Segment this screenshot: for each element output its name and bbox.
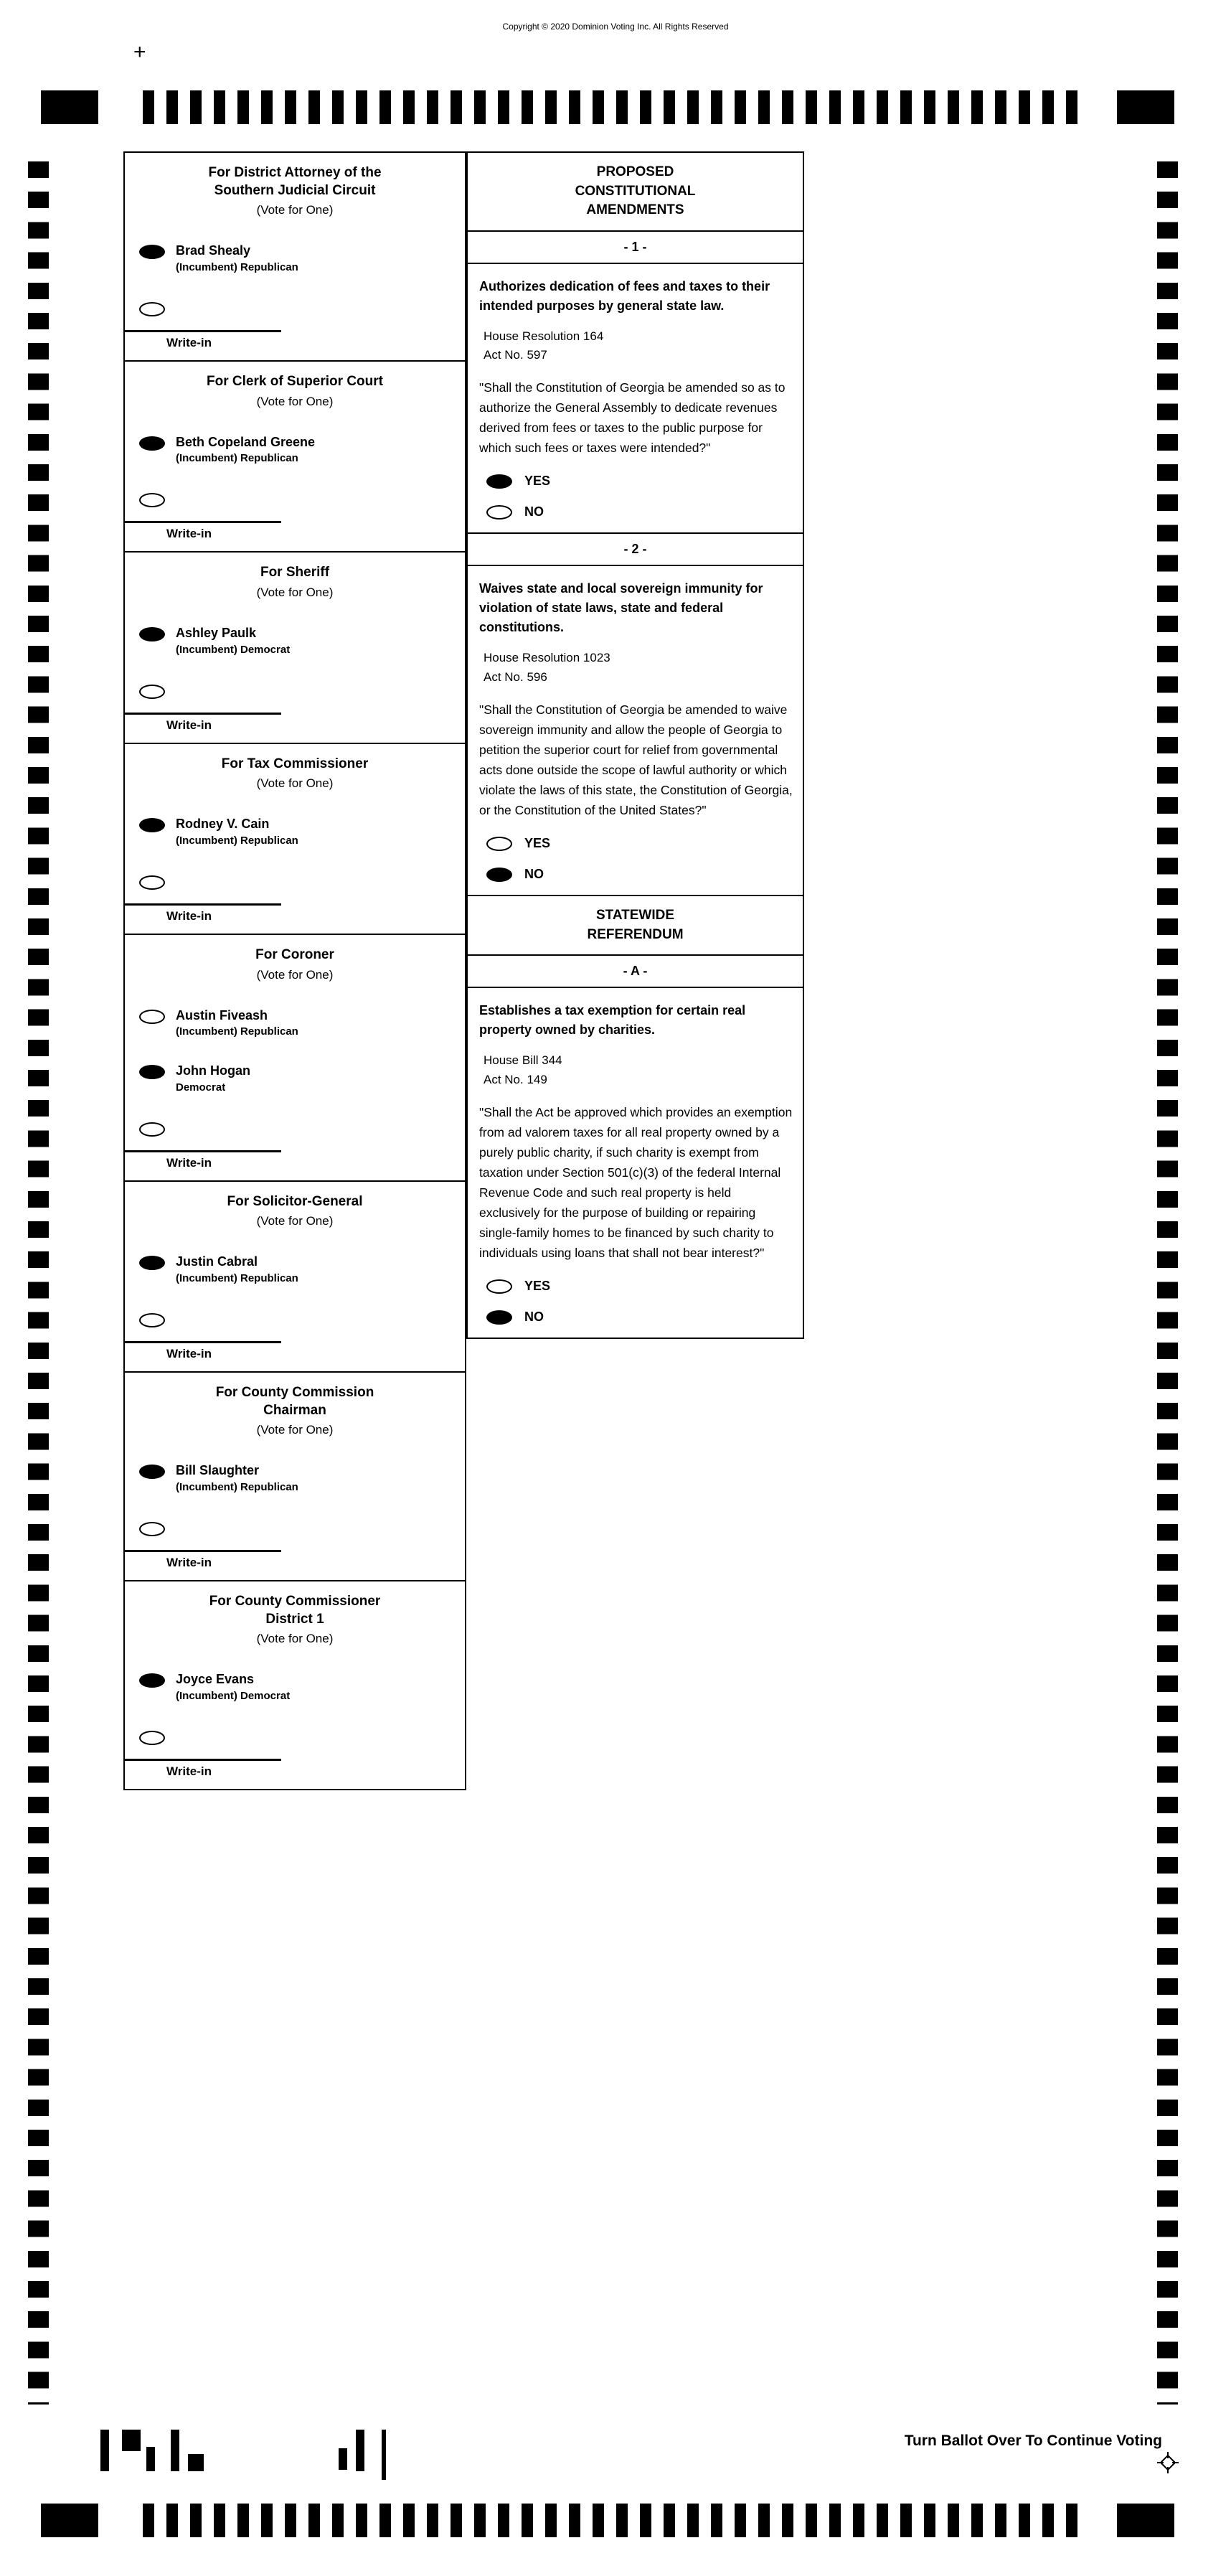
measure-body: [468, 566, 803, 895]
contest: [123, 743, 466, 935]
barcode-bar: [122, 2430, 141, 2451]
write-in-row: [125, 1313, 465, 1331]
timing-block-right: [1117, 90, 1174, 124]
timing-block-left: [41, 2504, 98, 2537]
contest: [123, 1180, 466, 1373]
registration-plus-icon: +: [133, 40, 146, 64]
vote-for-instruction: (Vote for One): [256, 776, 334, 791]
contest-title: For Tax Commissioner: [221, 756, 369, 771]
measures-section-header-text: STATEWIDE REFERENDUM: [587, 908, 684, 942]
candidate-name: Rodney V. Cain: [176, 817, 270, 832]
measure: [466, 532, 804, 896]
measure-source: [479, 649, 793, 687]
contest-title: For Sheriff: [260, 565, 330, 580]
candidate-text: [176, 817, 298, 847]
barcode-bar: [171, 2430, 179, 2471]
no-label: NO: [524, 504, 544, 520]
write-in-line: [125, 1341, 281, 1343]
contest-title: For Solicitor-General: [227, 1193, 363, 1209]
candidate-party: (Incumbent) Democrat: [176, 1689, 291, 1702]
contest-title: For County Commission Chairman: [215, 1384, 374, 1418]
measure-body: [468, 988, 803, 1338]
write-in-oval[interactable]: [139, 685, 165, 699]
write-in-row: [125, 1122, 465, 1140]
write-in-row: [125, 1731, 465, 1749]
yes-oval[interactable]: [486, 837, 512, 851]
candidate-oval[interactable]: [139, 245, 165, 259]
measures-section-header: [466, 895, 804, 956]
turn-ballot-over-text: Turn Ballot Over To Continue Voting: [904, 2432, 1162, 2449]
timing-block-right: [1117, 2504, 1174, 2537]
candidate-oval[interactable]: [139, 627, 165, 641]
candidate-oval[interactable]: [139, 1065, 165, 1079]
no-choice-row: [479, 867, 793, 882]
measure-summary: Waives state and local sovereign immunity for violation of state laws, state and federal constitutions.: [479, 581, 763, 635]
candidate-oval[interactable]: [139, 436, 165, 451]
measure-source-line: Act No. 596: [484, 669, 547, 684]
write-in-oval[interactable]: [139, 302, 165, 316]
candidate-party: Democrat: [176, 1081, 226, 1094]
measures-column: [466, 153, 804, 1339]
candidate-party: (Incumbent) Republican: [176, 260, 298, 273]
candidate-row: [125, 435, 465, 465]
yes-oval[interactable]: [486, 1279, 512, 1294]
candidate-name: Ashley Paulk: [176, 625, 257, 640]
candidate-party: (Incumbent) Republican: [176, 1271, 298, 1284]
write-in-oval[interactable]: [139, 493, 165, 507]
candidate-name: Joyce Evans: [176, 1672, 255, 1687]
timing-marks-right: [1157, 161, 1178, 2405]
contest: [123, 1371, 466, 1581]
candidate-oval[interactable]: [139, 818, 165, 832]
write-in-oval[interactable]: [139, 1313, 165, 1327]
vote-for-instruction: (Vote for One): [256, 203, 334, 217]
measure-body: [468, 264, 803, 533]
measures-section-header-text: PROPOSED CONSTITUTIONAL AMENDMENTS: [575, 164, 696, 218]
measure-number: - A -: [468, 956, 803, 988]
measure-source-line: House Resolution 1023: [484, 651, 610, 665]
candidate-name: Austin Fiveash: [176, 1007, 268, 1023]
contest: [123, 360, 466, 553]
timing-marks-top: [41, 90, 1174, 124]
candidate-name: Brad Shealy: [176, 243, 251, 258]
yes-label: YES: [524, 474, 551, 489]
measure-question: "Shall the Constitution of Georgia be amended to waive sovereign immunity and allow the people of Georgia to petition the superior court for relief from governmental acts done outside the scope of lawful authority or which violate the laws of this state, the Constitution of Georgia, or the Constitution of the United States?": [479, 702, 793, 818]
measure-summary: Establishes a tax exemption for certain real property owned by charities.: [479, 1003, 746, 1038]
yes-choice-row: [479, 836, 793, 851]
candidate-name: John Hogan: [176, 1063, 250, 1078]
measure: [466, 230, 804, 535]
contest-title: For District Attorney of the Southern Judicial Circuit: [208, 165, 382, 198]
timing-marks-bottom: [41, 2504, 1174, 2537]
timing-marks-left: [28, 161, 49, 2405]
write-in-label: Write-in: [166, 1155, 212, 1170]
candidate-party: (Incumbent) Democrat: [176, 643, 291, 656]
measure-number: - 1 -: [468, 232, 803, 264]
measure-summary: Authorizes dedication of fees and taxes to their intended purposes by general state law.: [479, 278, 770, 313]
no-choice-row: [479, 504, 793, 520]
contest-title: For County Commissioner District 1: [209, 1593, 381, 1627]
measure-number: - 2 -: [468, 534, 803, 566]
candidate-oval[interactable]: [139, 1010, 165, 1024]
write-in-line: [125, 1150, 281, 1152]
vote-for-instruction: (Vote for One): [256, 585, 334, 599]
write-in-line: [125, 521, 281, 523]
candidate-oval[interactable]: [139, 1256, 165, 1270]
write-in-line: [125, 903, 281, 906]
write-in-row: [125, 875, 465, 893]
write-in-label: Write-in: [166, 1555, 212, 1569]
candidate-oval[interactable]: [139, 1673, 165, 1688]
measure-source-line: House Bill 344: [484, 1053, 562, 1068]
vote-for-instruction: (Vote for One): [256, 1214, 334, 1228]
no-label: NO: [524, 867, 544, 882]
write-in-label: Write-in: [166, 908, 212, 923]
measure-source-line: Act No. 149: [484, 1072, 547, 1086]
candidate-party: (Incumbent) Republican: [176, 1025, 298, 1038]
yes-choice-row: [479, 474, 793, 489]
write-in-line: [125, 1550, 281, 1552]
candidate-text: [176, 1463, 298, 1493]
candidate-text: [176, 1063, 250, 1094]
contest-title: For Clerk of Superior Court: [207, 373, 383, 389]
candidate-text: [176, 1254, 298, 1284]
contest: [123, 151, 466, 362]
bottom-barcode-marks: [100, 2430, 438, 2481]
vote-for-instruction: (Vote for One): [256, 1632, 334, 1646]
barcode-bar: [146, 2447, 155, 2471]
candidate-name: Justin Cabral: [176, 1254, 258, 1269]
candidate-oval[interactable]: [139, 1465, 165, 1479]
write-in-label: Write-in: [166, 1764, 212, 1778]
barcode-bar: [100, 2430, 109, 2471]
vote-for-instruction: (Vote for One): [256, 394, 334, 408]
measure-question: "Shall the Act be approved which provides an exemption from ad valorem taxes for all real property owned by a purely public charity, if such charity is exempt from taxation under Section 501(c)(3) of the federal Internal Revenue Code and such real property is held exclusively for the purpose of building or repairing single-family homes to be financed by such charity to individuals using loans that shall not bear interest?": [479, 1105, 793, 1261]
timing-block-left: [41, 90, 98, 124]
write-in-line: [125, 330, 281, 332]
write-in-label: Write-in: [166, 1346, 212, 1360]
measure-question: "Shall the Constitution of Georgia be amended so as to authorize the General Assembly to dedicate revenues derived from fees or taxes to the public purpose for which such fees or taxes were intended?": [479, 380, 786, 456]
copyright-notice: Copyright © 2020 Dominion Voting Inc. All Rights Reserved: [502, 22, 729, 32]
barcode-bar: [356, 2430, 364, 2471]
measure-source-line: House Resolution 164: [484, 329, 604, 343]
candidate-text: [176, 626, 290, 656]
no-oval[interactable]: [486, 505, 512, 520]
barcode-bar: [188, 2454, 204, 2471]
write-in-row: [125, 493, 465, 511]
candidate-text: [176, 1672, 290, 1702]
yes-label: YES: [524, 1279, 551, 1294]
timing-bars: [143, 2504, 1084, 2537]
write-in-label: Write-in: [166, 335, 212, 349]
measure-source: [479, 327, 793, 365]
write-in-line: [125, 1759, 281, 1761]
contests-column: [123, 153, 466, 1790]
candidate-text: [176, 435, 315, 465]
measure-source-line: Act No. 597: [484, 348, 547, 362]
candidate-text: [176, 243, 298, 273]
yes-choice-row: [479, 1279, 793, 1294]
write-in-row: [125, 685, 465, 702]
write-in-line: [125, 713, 281, 715]
no-choice-row: [479, 1310, 793, 1325]
no-label: NO: [524, 1310, 544, 1325]
contest: [123, 1580, 466, 1790]
candidate-name: Bill Slaughter: [176, 1463, 260, 1478]
contest: [123, 934, 466, 1182]
measures-section-header: [466, 151, 804, 232]
candidate-row: [125, 243, 465, 273]
barcode-bar: [382, 2430, 386, 2480]
registration-crosshair-icon: [1156, 2451, 1179, 2478]
timing-bars: [143, 90, 1084, 124]
measure: [466, 954, 804, 1339]
write-in-oval[interactable]: [139, 1731, 165, 1745]
candidate-row: [125, 1672, 465, 1702]
candidate-name: Beth Copeland Greene: [176, 434, 316, 449]
write-in-row: [125, 302, 465, 320]
no-oval[interactable]: [486, 1310, 512, 1325]
contest: [123, 551, 466, 743]
write-in-row: [125, 1522, 465, 1540]
write-in-oval[interactable]: [139, 875, 165, 890]
measure-source: [479, 1051, 793, 1089]
candidate-row: [125, 1063, 465, 1094]
candidate-party: (Incumbent) Republican: [176, 452, 298, 465]
no-oval[interactable]: [486, 868, 512, 882]
write-in-oval[interactable]: [139, 1522, 165, 1536]
candidate-party: (Incumbent) Republican: [176, 834, 298, 847]
candidate-row: [125, 626, 465, 656]
candidate-row: [125, 1463, 465, 1493]
candidate-row: [125, 1008, 465, 1038]
vote-for-instruction: (Vote for One): [256, 967, 334, 982]
write-in-label: Write-in: [166, 527, 212, 541]
yes-oval[interactable]: [486, 474, 512, 489]
contest-title: For Coroner: [255, 946, 334, 962]
barcode-bar: [339, 2448, 347, 2470]
write-in-oval[interactable]: [139, 1122, 165, 1137]
candidate-party: (Incumbent) Republican: [176, 1480, 298, 1493]
candidate-text: [176, 1008, 298, 1038]
vote-for-instruction: (Vote for One): [256, 1423, 334, 1437]
candidate-row: [125, 817, 465, 847]
yes-label: YES: [524, 836, 551, 851]
candidate-row: [125, 1254, 465, 1284]
write-in-label: Write-in: [166, 718, 212, 732]
